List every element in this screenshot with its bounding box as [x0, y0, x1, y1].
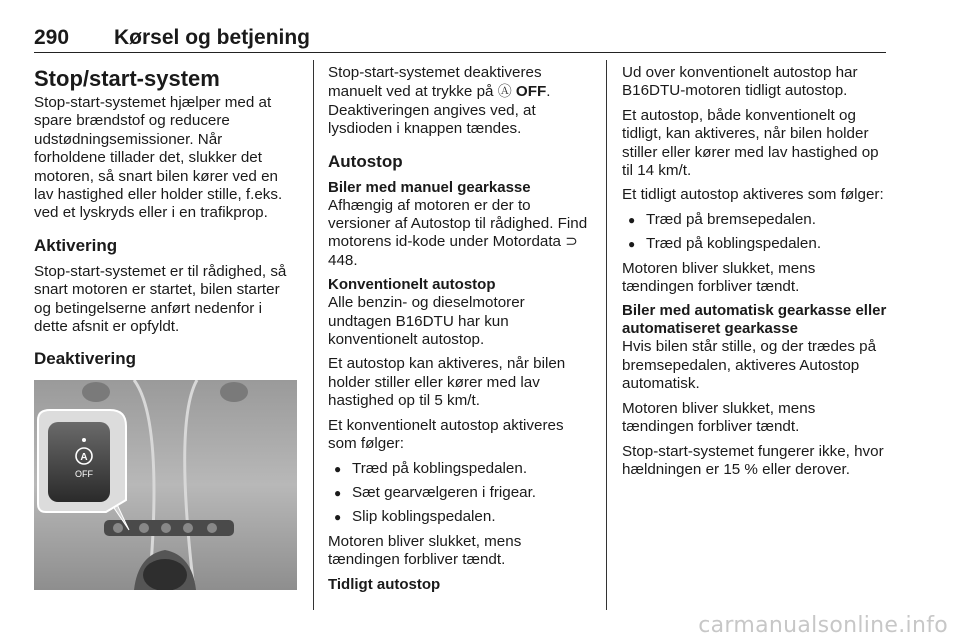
conventional-steps-list — [328, 460, 591, 527]
page-number: 290 — [34, 26, 70, 49]
intro-paragraph: Stop-start-systemet hjælper med at spare brændstof og reducere udstødningsemissioner. Når forholdene tillader det, slukker det motoren, så snart bilen kører ved en lav hastighed eller holder stille, f.eks. ved et lyskryds eller i en trafikprop. — [34, 94, 283, 222]
early-steps-intro: Et tidligt autostop aktiveres som følger: — [622, 186, 884, 204]
list-item: ● Træd på koblingspedalen. — [622, 235, 888, 253]
page-header — [34, 22, 886, 53]
early-autostop-heading: Tidligt autostop — [328, 575, 441, 593]
conventional-result: Motoren bliver slukket, mens tændingen forbliver tændt. — [328, 532, 522, 569]
list-item: ● Slip koblingspedalen. — [328, 508, 591, 526]
early-paragraph: Ud over konventionelt autostop har B16DTU-motoren tidligt autostop. — [622, 64, 858, 100]
off-button-label: OFF — [75, 469, 93, 480]
conventional-steps-intro: Et konventionelt autostop aktiveres som følger: — [328, 416, 564, 453]
conventional-activate-paragraph: Et autostop kan aktiveres, når bilen holder stiller eller kører med lav hastighed op til 5 km/t. — [328, 355, 566, 410]
manual-gearbox-paragraph: Afhængig af motoren er der to versioner af Autostop til rådighed. Find motorens id-kode under Motordata ⊃ 448. — [328, 196, 588, 269]
deactivation-heading: Deaktivering — [34, 349, 137, 369]
page-reference-icon: ⊃ — [565, 233, 578, 251]
early-activate-paragraph: Et autostop, både konventionelt og tidligt, kan aktiveres, når bilen holder stiller eller kører med lav hastighed op til 14 km/t. — [622, 106, 879, 180]
automatic-gearbox-heading: Biler med automatisk gearkasse eller automatiseret gearkasse — [622, 302, 887, 338]
page-title: Kørsel og betjening — [114, 26, 311, 49]
autostop-heading: Autostop — [328, 151, 403, 171]
list-item: ● Sæt gearvælgeren i frigear. — [328, 484, 591, 502]
column-3 — [622, 64, 888, 485]
stop-start-button-figure — [34, 380, 297, 590]
early-steps-list — [622, 211, 888, 254]
automatic-result: Motoren bliver slukket, mens tændingen forbliver tændt. — [622, 399, 816, 436]
svg-text:A: A — [80, 452, 88, 464]
manual-gearbox-heading: Biler med manuel gearkasse — [328, 178, 531, 196]
conventional-autostop-heading: Konventionelt autostop — [328, 276, 496, 294]
conventional-paragraph: Alle benzin- og dieselmotorer undtagen B16DTU har kun konventionelt autostop. — [328, 294, 525, 349]
activation-heading: Aktivering — [34, 235, 118, 255]
deactivate-paragraph: Stop-start-systemet deaktiveres manuelt ved at trykke på Ⓐ OFF. Deaktiveringen angives ved, at lysdioden i knappen tændes. — [328, 64, 551, 138]
early-result: Motoren bliver slukket, mens tændingen forbliver tændt. — [622, 259, 816, 296]
list-item: ● Træd på koblingspedalen. — [328, 460, 591, 478]
watermark: carmanualsonline.info — [698, 613, 948, 638]
auto-stop-icon: Ⓐ — [497, 83, 512, 100]
column-divider — [606, 60, 607, 610]
column-1 — [34, 64, 297, 590]
slope-note: Stop-start-systemet fungerer ikke, hvor hældningen er 15 % eller derover. — [622, 442, 884, 478]
off-label: OFF — [515, 83, 547, 101]
automatic-paragraph: Hvis bilen står stille, og der trædes på bremsepedalen, aktiveres Autostop automatisk. — [622, 338, 877, 393]
list-item: ● Træd på bremsepedalen. — [622, 211, 888, 229]
column-divider — [313, 60, 314, 610]
activation-paragraph: Stop-start-systemet er til rådighed, så snart motoren er startet, bilen starter og betingelserne anført nedenfor i dette afsnit er opfyldt. — [34, 262, 287, 336]
column-2 — [328, 64, 591, 594]
section-title: Stop/start-system — [34, 66, 220, 91]
